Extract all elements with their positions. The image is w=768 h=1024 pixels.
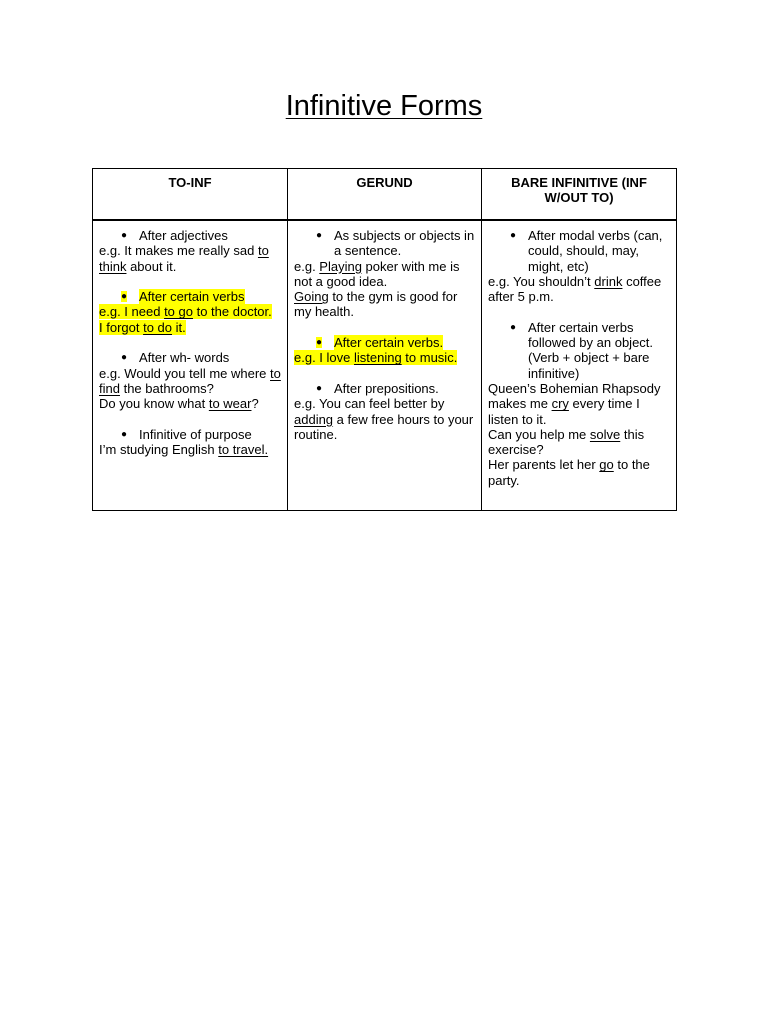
example-sentence: Going to the gym is good for my health. xyxy=(294,289,458,320)
example-sentence: Do you know what to wear? xyxy=(99,396,259,412)
bullet-icon: ● xyxy=(121,291,128,303)
page-title: Infinitive Forms xyxy=(285,90,483,122)
bullet-icon: ● xyxy=(121,428,128,440)
bullet-icon: ● xyxy=(316,382,323,394)
cell-to-inf xyxy=(93,220,288,511)
header-to-inf: TO-INF xyxy=(93,169,288,221)
bullet-icon: ● xyxy=(510,321,517,333)
example-sentence: Can you help me solve this exercise? xyxy=(488,426,645,458)
infinitive-forms-table xyxy=(92,168,677,511)
bullet-after-modal-verbs: ● After modal verbs (can, could, should, may, might, etc) xyxy=(488,228,670,274)
bullet-infinitive-of-purpose: ● Infinitive of purpose xyxy=(99,427,281,442)
bullet-icon: ● xyxy=(121,352,128,364)
header-bare-infinitive: BARE INFINITIVE (INF W/OUT TO) xyxy=(482,169,677,221)
bullet-icon: ● xyxy=(121,230,128,241)
header-gerund: GERUND xyxy=(288,169,482,221)
bullet-after-prepositions: ● After prepositions. xyxy=(294,381,475,396)
example-sentence: e.g. I love listening to music. xyxy=(294,350,458,366)
cell-gerund xyxy=(288,220,482,511)
bullet-after-certain-verbs: ● After certain verbs. xyxy=(294,335,475,350)
bullet-icon: ● xyxy=(316,230,323,241)
content-row xyxy=(93,220,677,511)
bullet-after-certain-verbs: ● After certain verbs xyxy=(99,289,281,304)
bullet-after-adjectives: ● After adjectives xyxy=(99,228,281,243)
example-sentence: I forgot to do it. xyxy=(99,319,186,335)
example-sentence: Queen’s Bohemian Rhapsody makes me cry every time I listen to it. xyxy=(488,380,661,427)
example-sentence: e.g. You can feel better by adding a few free hours to your routine. xyxy=(294,396,474,442)
bullet-after-wh-words: ● After wh- words xyxy=(99,350,281,365)
example-sentence: e.g. Playing poker with me is not a good idea. xyxy=(294,258,460,289)
bullet-icon: ● xyxy=(316,337,323,349)
bullet-after-certain-verbs-object: ● After certain verbs followed by an object. (Verb + object + bare infinitive) xyxy=(488,320,670,381)
example-sentence: e.g. Would you tell me where to find the bathrooms? xyxy=(99,365,281,396)
header-row xyxy=(93,169,677,221)
example-sentence: e.g. It makes me really sad to think about it. xyxy=(99,243,269,274)
example-sentence: Her parents let her go to the party. xyxy=(488,457,650,488)
bullet-icon: ● xyxy=(510,230,517,241)
example-sentence: e.g. I need to go to the doctor. xyxy=(99,304,272,320)
cell-bare-infinitive xyxy=(482,220,677,511)
example-sentence: I’m studying English to travel. xyxy=(99,442,269,458)
example-sentence: e.g. You shouldn’t drink coffee after 5 p.m. xyxy=(488,273,662,305)
bullet-as-subjects-or-objects: ● As subjects or objects in a sentence. xyxy=(294,228,475,259)
